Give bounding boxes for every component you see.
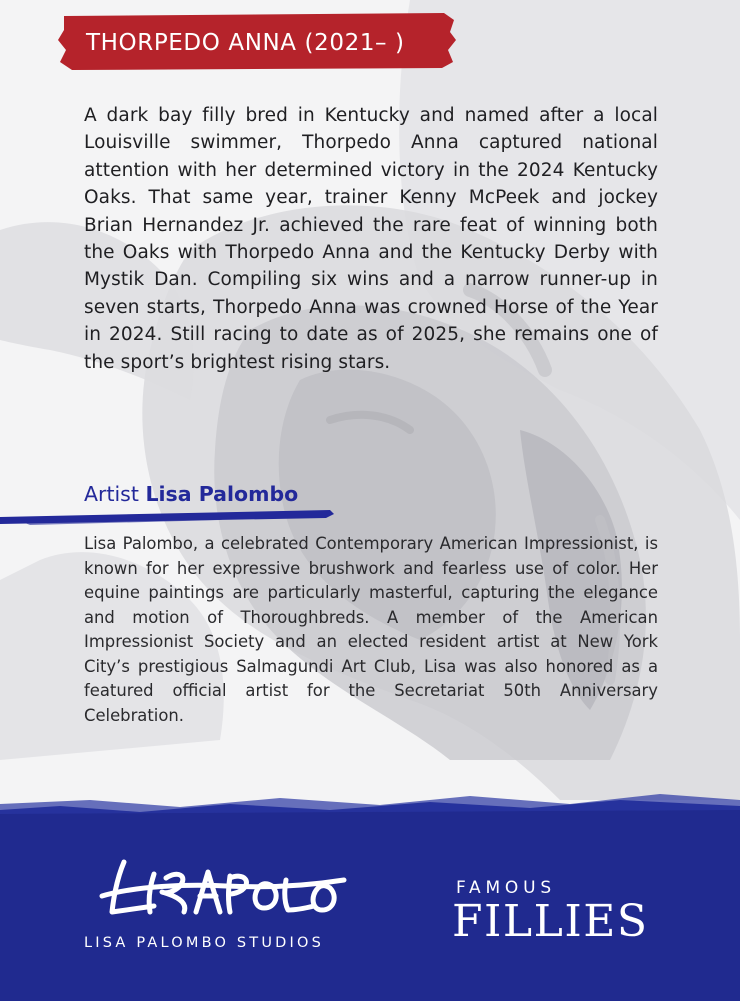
- artist-heading: [84, 482, 298, 506]
- studio-name: LISA PALOMBO STUDIOS: [84, 935, 325, 951]
- artist-label: Artist: [84, 482, 139, 506]
- artist-biography: Lisa Palombo, a celebrated Contemporary American Impressionist, is known for her expressive brushwork and fearless use of color. Her equine paintings are particularly masterful, capturing the elegance and motion of Thoroughbreds. A member of the American Impressionist Society and an elected resident artist at New York City’s prestigious Salmagundi Art Club, Lisa was also honored as a featured official artist for the Secretariat 50th Anniversary Celebration.: [84, 534, 658, 725]
- signature-logo: [96, 856, 350, 926]
- artist-divider-stroke: [0, 505, 340, 527]
- horse-biography: A dark bay filly bred in Kentucky and named after a local Louisville swimmer, Thorpedo Anna captured national attention with her determined victory in the 2024 Kentucky Oaks. That same year, trainer Kenny McPeek and jockey Brian Hernandez Jr. achieved the rare feat of winning both the Oaks with Thorpedo Anna and the Kentucky Derby with Mystik Dan. Compiling six wins and a narrow runner-up in seven starts, Thorpedo Anna was crowned Horse of the Year in 2024. Still racing to date as of 2025, she remains one of the sport’s brightest rising stars.: [84, 105, 658, 373]
- page-title: THORPEDO ANNA (2021– ): [86, 30, 405, 56]
- series-kicker: FAMOUS: [456, 878, 556, 898]
- series-title: FILLIES: [452, 896, 649, 947]
- footer: [0, 780, 740, 1001]
- artist-name: Lisa Palombo: [145, 482, 299, 506]
